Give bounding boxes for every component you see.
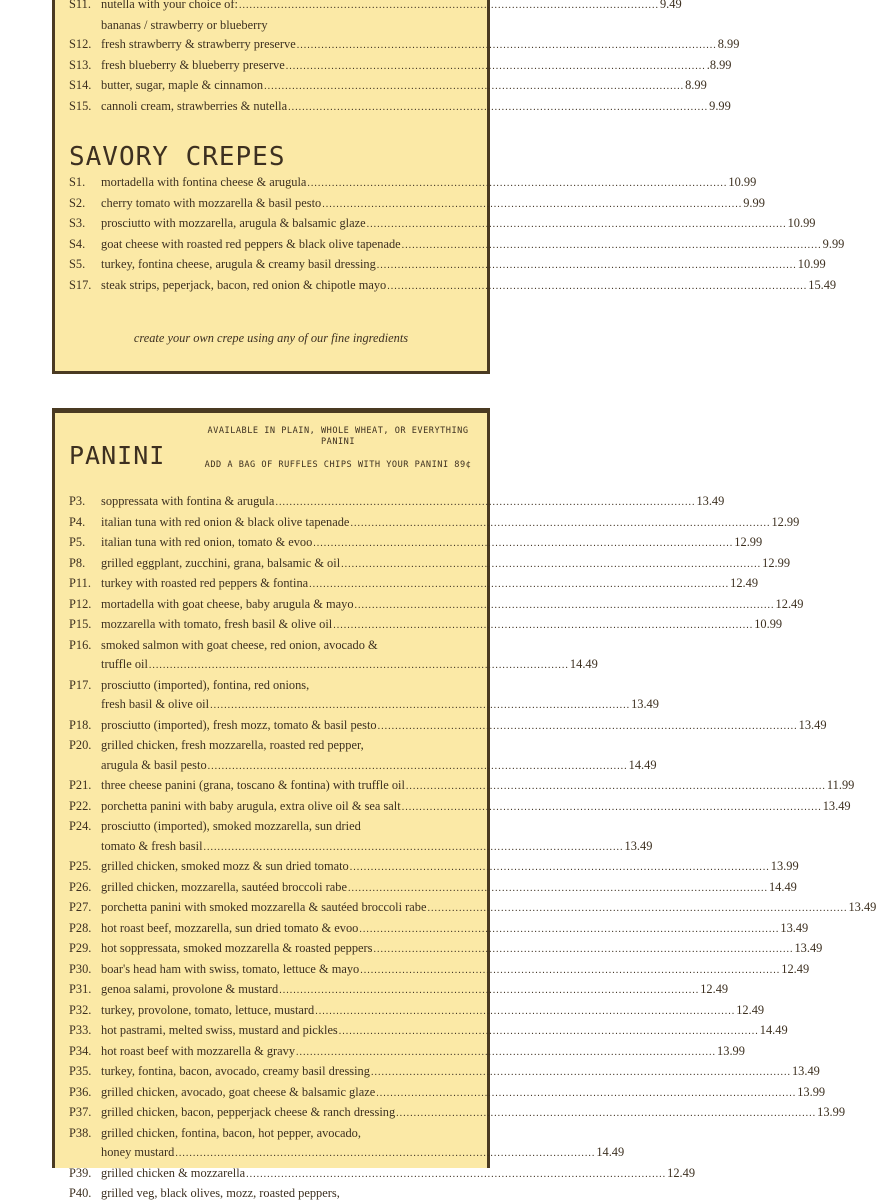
item-price: 13.99 <box>717 1043 745 1058</box>
item-price: 12.49 <box>730 576 759 590</box>
menu-item-continuation <box>69 756 657 777</box>
item-price: 13.99 <box>797 1084 826 1099</box>
menu-item-p28 <box>69 919 809 940</box>
item-description: grilled chicken, avocado, goat cheese & balsamic glaze <box>101 1084 376 1099</box>
menu-item-p20 <box>69 736 473 756</box>
menu-item-p33 <box>69 1021 788 1042</box>
item-description: turkey, provolone, tomato, lettuce, mustard <box>101 1002 315 1017</box>
savory-crepes-heading: SAVORY CREPES <box>69 142 286 172</box>
item-code: P15. <box>69 617 92 631</box>
item-code: P18. <box>69 717 92 732</box>
dot-leader <box>350 858 770 878</box>
item-price: 10.99 <box>754 617 783 631</box>
item-price: 15.49 <box>808 277 837 292</box>
item-price: 13.99 <box>817 1105 846 1119</box>
item-description: prosciutto (imported), fontina, red onions, <box>101 677 310 692</box>
menu-item-p39 <box>69 1164 696 1185</box>
item-description: prosciutto (imported), fresh mozz, tomato & basil pesto <box>101 717 377 732</box>
crepes-card <box>52 0 845 374</box>
item-price: 11.99 <box>826 778 855 792</box>
chips-addon-note: ADD A BAG OF RUFFLES CHIPS WITH YOUR PANINI 89¢ <box>204 460 472 470</box>
dot-leader <box>373 940 793 960</box>
item-code: P27. <box>69 900 92 914</box>
dot-leader <box>315 1002 735 1022</box>
dot-leader <box>396 1104 816 1124</box>
item-code: S2. <box>69 195 86 210</box>
item-price: 10.99 <box>787 216 816 230</box>
menu-item-continuation <box>69 16 473 36</box>
item-price: 13.49 <box>791 1064 820 1078</box>
menu-item-p31 <box>69 980 729 1001</box>
item-description: porchetta panini with baby arugula, extra olive oil & sea salt <box>101 798 401 813</box>
dot-leader <box>246 1165 666 1185</box>
item-code: P26. <box>69 879 92 894</box>
menu-item-s14 <box>69 76 707 97</box>
item-code: P17. <box>69 677 92 692</box>
item-code: P40. <box>69 1186 92 1200</box>
item-price: 12.99 <box>762 555 791 570</box>
menu-item-p26 <box>69 878 797 899</box>
menu-item-s17 <box>69 276 837 297</box>
menu-item-p29 <box>69 939 823 960</box>
menu-item-p34 <box>69 1042 745 1063</box>
menu-item-continuation <box>69 655 598 676</box>
menu-item-s4 <box>69 235 845 256</box>
item-description: prosciutto with mozzarella, arugula & balsamic glaze <box>101 216 366 230</box>
menu-item-p25 <box>69 857 799 878</box>
item-description: three cheese panini (grana, toscano & fontina) with truffle oil <box>101 778 405 792</box>
menu-item-p37 <box>69 1103 846 1124</box>
menu-item-s12 <box>69 35 740 56</box>
item-code: P25. <box>69 859 92 873</box>
item-description: grilled chicken, fresh mozzarella, roasted red pepper, <box>101 738 364 752</box>
item-code: P37. <box>69 1105 92 1119</box>
item-price: 12.49 <box>736 1002 765 1017</box>
menu-item-p40 <box>69 1184 473 1204</box>
item-code: S11. <box>69 0 91 11</box>
menu-item-p38 <box>69 1124 473 1144</box>
item-code: S1. <box>69 175 86 189</box>
item-price: 9.99 <box>822 236 845 251</box>
item-price: 9.49 <box>659 0 682 11</box>
panini-heading: PANINI <box>69 441 166 470</box>
item-price: 13.49 <box>848 900 876 914</box>
item-price: 12.49 <box>781 961 810 976</box>
menu-item-continuation <box>69 837 653 858</box>
dot-leader <box>286 57 706 77</box>
menu-item-p8 <box>69 554 791 575</box>
item-description: smoked salmon with goat cheese, red onion, avocado & <box>101 637 378 652</box>
dot-leader <box>341 555 761 575</box>
menu-item-p32 <box>69 1001 765 1022</box>
menu-item-s5 <box>69 255 826 276</box>
item-code: P3. <box>69 494 86 508</box>
item-price: 12.49 <box>667 1165 696 1180</box>
item-code: S12. <box>69 37 92 51</box>
item-price: 13.49 <box>624 838 653 853</box>
menu-item-p24 <box>69 817 473 837</box>
dot-leader <box>339 1022 759 1042</box>
item-code: P21. <box>69 778 92 792</box>
sweet-crepes-list <box>69 0 740 117</box>
crepe-footnote: create your own crepe using any of our fine ingredients <box>133 331 409 345</box>
item-code: P12. <box>69 596 92 611</box>
item-code: P5. <box>69 535 86 549</box>
menu-item-p18 <box>69 716 827 737</box>
menu-item-p15 <box>69 615 783 636</box>
item-description: soppressata with fontina & arugula <box>101 494 275 508</box>
item-code: S15. <box>69 98 92 113</box>
item-description: butter, sugar, maple & cinnamon <box>101 78 264 92</box>
dot-leader <box>288 98 708 118</box>
menu-item-s1 <box>69 173 757 194</box>
item-code: P11. <box>69 576 91 590</box>
item-price: 8.99 <box>685 78 707 92</box>
item-description: steak strips, peperjack, bacon, red onion & chipotle mayo <box>101 277 387 292</box>
item-description-continued: bananas / strawberry or blueberry <box>101 17 268 32</box>
item-description: fresh strawberry & strawberry preserve <box>101 37 296 51</box>
dot-leader <box>376 1084 796 1104</box>
menu-item-p36 <box>69 1083 826 1104</box>
item-code: P20. <box>69 738 92 752</box>
dot-leader <box>427 899 847 919</box>
savory-crepes-list <box>69 173 845 296</box>
item-price: 13.49 <box>780 920 809 935</box>
item-price: 12.49 <box>700 982 729 996</box>
item-code: P36. <box>69 1084 92 1099</box>
dot-leader <box>402 236 822 256</box>
dot-leader <box>210 696 630 716</box>
item-description-continued: truffle oil <box>101 657 148 671</box>
dot-leader <box>239 0 659 16</box>
item-price: 13.99 <box>770 859 799 873</box>
item-code: S13. <box>69 57 92 72</box>
item-code: P29. <box>69 941 92 955</box>
menu-item-p22 <box>69 797 851 818</box>
item-price: 14.49 <box>759 1023 788 1037</box>
panini-card <box>52 408 876 1200</box>
dot-leader <box>360 961 780 981</box>
item-description: prosciutto (imported), smoked mozzarella, sun dried <box>101 819 361 833</box>
menu-item-s13 <box>69 56 732 77</box>
item-description: grilled eggplant, zucchini, grana, balsamic & oil <box>101 555 341 570</box>
menu-item-p12 <box>69 595 804 616</box>
dot-leader <box>264 77 684 97</box>
menu-item-continuation <box>69 1143 625 1164</box>
menu-item-p30 <box>69 960 810 981</box>
item-code: P30. <box>69 961 92 976</box>
dot-leader <box>350 514 770 534</box>
dot-leader <box>371 1063 791 1083</box>
item-description-continued: fresh basil & olive oil <box>101 697 210 711</box>
item-code: S3. <box>69 216 86 230</box>
item-price: 14.49 <box>596 1145 625 1159</box>
item-description: cannoli cream, strawberries & nutella <box>101 98 288 113</box>
item-price: 10.99 <box>797 257 826 271</box>
item-price: 12.99 <box>734 535 763 549</box>
item-description: genoa salami, provolone & mustard <box>101 982 279 996</box>
item-description: turkey, fontina cheese, arugula & creamy basil dressing <box>101 257 376 271</box>
item-code: P16. <box>69 637 92 652</box>
dot-leader <box>378 717 798 737</box>
item-description-continued: arugula & basil pesto <box>101 757 207 772</box>
dot-leader <box>208 757 628 777</box>
menu-item-p16 <box>69 636 473 656</box>
menu-item-p35 <box>69 1062 820 1083</box>
dot-leader <box>322 195 742 215</box>
item-description: porchetta panini with smoked mozzarella & sautéed broccoli rabe <box>101 900 427 914</box>
dot-leader <box>275 493 695 513</box>
item-description: fresh blueberry & blueberry preserve <box>101 57 285 72</box>
item-code: P8. <box>69 555 86 570</box>
menu-item-p27 <box>69 898 876 919</box>
menu-item-p11 <box>69 574 759 595</box>
dot-leader <box>296 1043 716 1063</box>
item-description: cherry tomato with mozzarella & basil pesto <box>101 195 322 210</box>
dot-leader <box>367 215 787 235</box>
menu-item-continuation <box>69 695 659 716</box>
item-code: P38. <box>69 1125 92 1140</box>
item-description: grilled veg, black olives, mozz, roasted peppers, <box>101 1186 340 1200</box>
item-price: 12.99 <box>771 514 800 529</box>
menu-item-s2 <box>69 194 765 215</box>
item-code: P35. <box>69 1064 92 1078</box>
item-description: hot soppressata, smoked mozzarella & roasted peppers <box>101 941 373 955</box>
item-code: P33. <box>69 1023 92 1037</box>
dot-leader <box>313 534 733 554</box>
item-description: grilled chicken, fontina, bacon, hot pepper, avocado, <box>101 1125 361 1140</box>
item-description: italian tuna with red onion & black olive tapenade <box>101 514 350 529</box>
item-price: 12.49 <box>775 596 804 611</box>
dot-leader <box>359 920 779 940</box>
item-price: 10.99 <box>728 175 757 189</box>
item-description: grilled chicken, mozzarella, sautéed broccoli rabe <box>101 879 347 894</box>
item-code: P34. <box>69 1043 92 1058</box>
dot-leader <box>402 798 822 818</box>
item-description: goat cheese with roasted red peppers & black olive tapenade <box>101 236 401 251</box>
dot-leader <box>279 981 699 1001</box>
item-code: P31. <box>69 982 92 996</box>
dot-leader <box>348 879 768 899</box>
item-price: .8.99 <box>706 57 732 72</box>
item-code: P28. <box>69 920 92 935</box>
menu-item-s3 <box>69 214 816 235</box>
dot-leader <box>333 616 753 636</box>
item-description: grilled chicken, smoked mozz & sun dried tomato <box>101 859 349 873</box>
item-description: grilled chicken & mozzarella <box>101 1165 246 1180</box>
item-description: boar's head ham with swiss, tomato, lettuce & mayo <box>101 961 360 976</box>
dot-leader <box>309 575 729 595</box>
menu-item-p5 <box>69 533 763 554</box>
menu-item-p21 <box>69 776 855 797</box>
item-description: italian tuna with red onion, tomato & evoo <box>101 535 313 549</box>
menu-item-s15 <box>69 97 731 118</box>
item-price: 13.49 <box>798 717 827 732</box>
item-description: hot roast beef with mozzarella & gravy <box>101 1043 296 1058</box>
dot-leader <box>406 777 826 797</box>
dot-leader <box>175 1144 595 1164</box>
item-code: P24. <box>69 819 92 833</box>
dot-leader <box>355 596 775 616</box>
item-description: mortadella with fontina cheese & arugula <box>101 175 307 189</box>
menu-item-p3 <box>69 492 725 513</box>
item-price: 9.99 <box>709 98 731 113</box>
item-description: turkey, fontina, bacon, avocado, creamy basil dressing <box>101 1064 370 1078</box>
item-description-continued: tomato & fresh basil <box>101 838 203 853</box>
item-description: grilled chicken, bacon, pepperjack cheese & ranch dressing <box>101 1105 396 1119</box>
item-code: P32. <box>69 1002 92 1017</box>
menu-item-p4 <box>69 513 800 534</box>
item-price: 9.99 <box>743 195 765 210</box>
item-description: nutella with your choice of: <box>101 0 238 11</box>
item-description: hot roast beef, mozzarella, sun dried tomato & evoo <box>101 920 359 935</box>
item-price: 13.49 <box>794 941 823 955</box>
item-description: turkey with roasted red peppers & fontina <box>101 576 309 590</box>
item-code: S14. <box>69 78 92 92</box>
dot-leader <box>387 277 807 297</box>
item-price: 14.49 <box>768 879 797 894</box>
bread-options-note: AVAILABLE IN PLAIN, WHOLE WHEAT, OR EVERYTHING PANINI <box>207 426 469 447</box>
dot-leader <box>377 256 797 276</box>
item-description: mozzarella with tomato, fresh basil & olive oil <box>101 617 333 631</box>
item-code: S5. <box>69 257 86 271</box>
item-price: 13.49 <box>696 494 725 508</box>
item-code: S4. <box>69 236 86 251</box>
menu-item-p17 <box>69 676 473 696</box>
item-code: P22. <box>69 798 92 813</box>
panini-list <box>69 492 876 1204</box>
dot-leader <box>204 838 624 858</box>
item-price: 8.99 <box>717 37 740 51</box>
item-price: 14.49 <box>628 757 657 772</box>
dot-leader <box>307 174 727 194</box>
item-code: P39. <box>69 1165 92 1180</box>
item-description: mortadella with goat cheese, baby arugula & mayo <box>101 596 354 611</box>
item-code: S17. <box>69 277 92 292</box>
item-code: P4. <box>69 514 86 529</box>
item-description: hot pastrami, melted swiss, mustard and pickles <box>101 1023 338 1037</box>
dot-leader <box>149 656 569 676</box>
item-price: 13.49 <box>631 697 659 711</box>
dot-leader <box>297 36 717 56</box>
menu-item-s11 <box>69 0 682 16</box>
item-price: 14.49 <box>569 657 598 671</box>
item-description-continued: honey mustard <box>101 1145 175 1159</box>
item-price: 13.49 <box>822 798 851 813</box>
